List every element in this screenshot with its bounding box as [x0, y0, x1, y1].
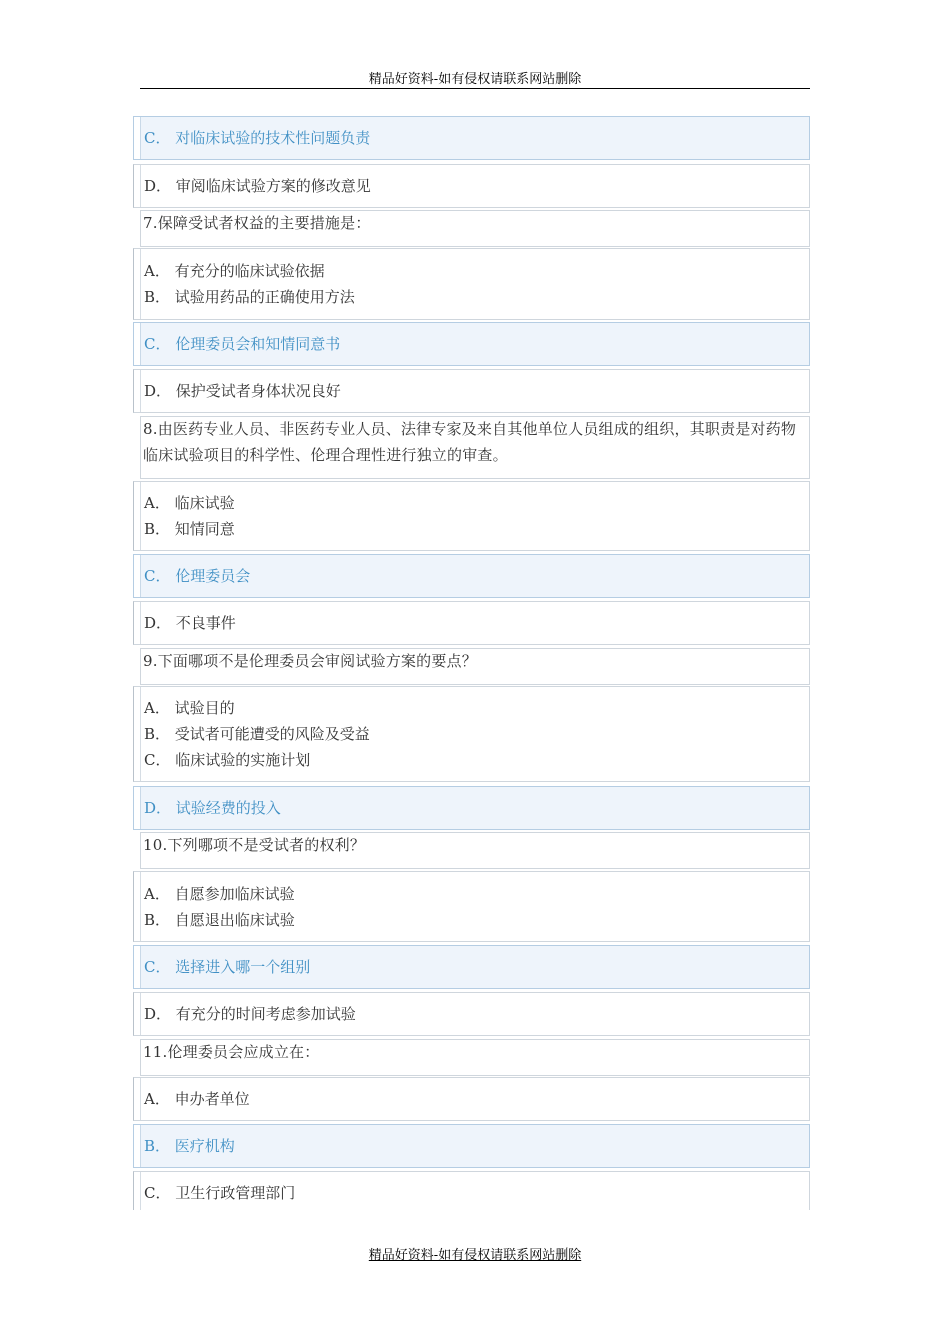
option-item[interactable]: [133, 164, 810, 208]
question-item: [133, 648, 810, 684]
option-label: A． 自愿参加临床试验: [144, 885, 295, 903]
option-item[interactable]: [133, 686, 810, 782]
option-label: C． 伦理委员会: [144, 567, 251, 585]
option-label: B． 试验用药品的正确使用方法: [144, 288, 355, 306]
option-label: D． 试验经费的投入: [144, 799, 281, 817]
option-item[interactable]: [133, 1171, 810, 1210]
question-item: [133, 832, 810, 868]
option-item[interactable]: [133, 248, 810, 320]
option-label: C． 伦理委员会和知情同意书: [144, 335, 341, 353]
option-label: C． 对临床试验的技术性问题负责: [144, 129, 371, 147]
question-item: [133, 210, 810, 246]
option-label: A． 申办者单位: [144, 1090, 250, 1108]
option-correct[interactable]: [133, 1124, 810, 1168]
question-item: [133, 1039, 810, 1075]
option-label: D． 不良事件: [144, 614, 236, 632]
question-item: [133, 416, 810, 478]
option-label: D． 有充分的时间考虑参加试验: [144, 1005, 356, 1023]
question-text: 7.保障受试者权益的主要措施是：: [143, 214, 371, 232]
option-label: C． 卫生行政管理部门: [144, 1184, 296, 1202]
option-correct[interactable]: [133, 945, 810, 989]
option-item[interactable]: [133, 1077, 810, 1121]
option-label: C． 临床试验的实施计划: [144, 751, 311, 769]
page-header: [140, 72, 810, 89]
page-footer-text: 精品好资料-如有侵权请联系网站删除: [368, 1248, 582, 1263]
question-text: 9.下面哪项不是伦理委员会审阅试验方案的要点？: [143, 652, 477, 670]
option-label: C． 选择进入哪一个组别: [144, 958, 311, 976]
question-text: 10.下列哪项不是受试者的权利？: [143, 836, 366, 854]
option-label: D． 审阅临床试验方案的修改意见: [144, 177, 371, 195]
option-item[interactable]: [133, 481, 810, 551]
option-item[interactable]: [133, 992, 810, 1036]
option-label: B． 自愿退出临床试验: [144, 911, 295, 929]
question-text: 11.伦理委员会应成立在：: [143, 1043, 320, 1061]
option-label: A． 试验目的: [144, 699, 235, 717]
option-label: B． 受试者可能遭受的风险及受益: [144, 725, 370, 743]
option-correct[interactable]: [133, 786, 810, 830]
page-header-text: 精品好资料-如有侵权请联系网站删除: [368, 72, 582, 87]
option-label: B． 知情同意: [144, 520, 235, 538]
option-item[interactable]: [133, 601, 810, 645]
option-label: A． 临床试验: [144, 494, 235, 512]
option-correct[interactable]: [133, 322, 810, 366]
option-label: B． 医疗机构: [144, 1137, 235, 1155]
quiz-content: [133, 116, 810, 1210]
page-footer: [0, 1248, 950, 1264]
option-label: A． 有充分的临床试验依据: [144, 262, 325, 280]
option-item[interactable]: [133, 369, 810, 413]
option-item[interactable]: [133, 871, 810, 942]
question-text: 8.由医药专业人员、非医药专业人员、法律专家及来自其他单位人员组成的组织，其职责是对药物临床试验项目的科学性、伦理合理性进行独立的审查。: [143, 420, 797, 464]
option-label: D． 保护受试者身体状况良好: [144, 382, 341, 400]
option-correct[interactable]: [133, 554, 810, 598]
option-correct[interactable]: [133, 116, 810, 160]
